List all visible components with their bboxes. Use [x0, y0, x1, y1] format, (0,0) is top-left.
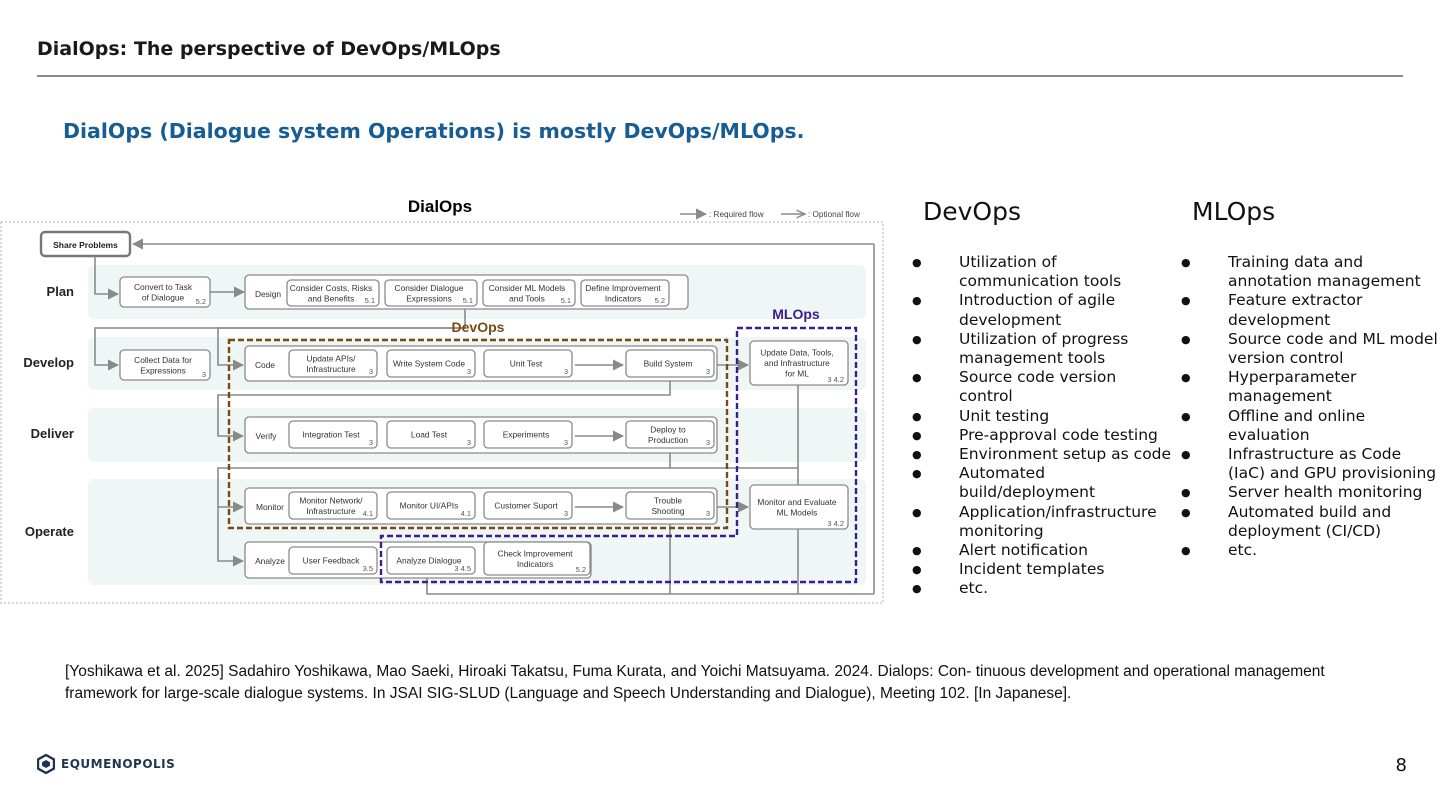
- update-apis-label: Update APIs/: [306, 353, 356, 364]
- analyze-label: Analyze: [255, 556, 285, 566]
- consider-costs-label: and Benefits: [307, 293, 355, 304]
- share-problems-label: Share Problems: [53, 240, 118, 250]
- define-indicators-label: Indicators: [604, 293, 642, 304]
- trouble-shooting-ref: 3: [705, 509, 710, 518]
- legend-optional-label: : Optional flow: [808, 210, 860, 219]
- check-indicators-ref: 5.2: [575, 565, 586, 574]
- reference-citation: [Yoshikawa et al. 2025] Sadahiro Yoshikawa, Mao Saeki, Hiroaki Takatsu, Fuma Kurata, and Yoichi Matsuyama. 2024. Dialops: Con- tinuous development and operational management framework for large-scale dialogue systems. In JSAI SIG-SLUD (Language and Speech Understanding and Dialogue), Meeting 102. [In Japanese].: [65, 663, 1325, 702]
- mlops-bullet-item: ● Hyperparameter management: [1181, 368, 1440, 406]
- update-data-ml-ref: 3 4.2: [827, 375, 844, 384]
- stage-label-operate: Operate: [24, 524, 74, 539]
- devops-bullet-item: ● Application/infrastructure monitoring: [912, 503, 1172, 541]
- integration-test-ref: 3: [368, 438, 373, 447]
- devops-bullet-item: ● Automated build/deployment: [912, 464, 1172, 502]
- slide-title: DialOps: The perspective of DevOps/MLOps: [37, 38, 501, 60]
- mlops-bullet-item: ● Source code and ML model version control: [1181, 330, 1440, 368]
- check-indicators-label: Indicators: [516, 558, 554, 569]
- slide-subtitle: DialOps (Dialogue system Operations) is mostly DevOps/MLOps.: [63, 119, 805, 143]
- consider-costs-ref: 5.1: [364, 296, 375, 305]
- title-divider: [37, 75, 1403, 77]
- load-test-label: Load Test: [410, 429, 448, 440]
- convert-task-label: of Dialogue: [141, 292, 185, 303]
- monitor-ui-label: Monitor UI/APIs: [399, 500, 459, 511]
- integration-test-label: Integration Test: [302, 429, 360, 440]
- write-code-ref: 3: [466, 367, 471, 376]
- monitor-ml-models-label: ML Models: [776, 507, 818, 518]
- legend-required-label: : Required flow: [709, 210, 764, 219]
- consider-dialogue-label: Expressions: [406, 293, 452, 304]
- convert-task-ref: 5.2: [195, 297, 206, 306]
- update-apis-ref: 3: [368, 367, 373, 376]
- monitor-ml-models-label: Monitor and Evaluate: [757, 496, 837, 507]
- devops-bullet-item: ● Environment setup as code: [912, 445, 1172, 464]
- monitor-ui-ref: 4.1: [460, 509, 471, 518]
- equmenopolis-logo-icon: [37, 754, 55, 774]
- update-data-ml-label: for ML: [785, 368, 809, 379]
- monitor-ml-models-ref: 3 4.2: [827, 519, 844, 528]
- trouble-shooting-label: Trouble: [653, 495, 683, 506]
- stage-label-develop: Develop: [23, 355, 74, 370]
- mlops-bullet-item: ● etc.: [1181, 541, 1440, 560]
- define-indicators-ref: 5.2: [654, 296, 665, 305]
- devops-list: [912, 253, 1172, 599]
- devops-bullet-item: ● Alert notification: [912, 541, 1172, 560]
- devops-bullet-item: ● Pre-approval code testing: [912, 426, 1172, 445]
- devops-bullet-item: ● Utilization of communication tools: [912, 253, 1172, 291]
- devops-bullet-item: ● Incident templates: [912, 560, 1172, 579]
- devops-bullet-item: ● Utilization of progress management tools: [912, 330, 1172, 368]
- design-label: Design: [254, 289, 282, 299]
- devops-bullet-item: ● Source code version control: [912, 368, 1172, 406]
- update-apis-label: Infrastructure: [306, 363, 356, 374]
- convert-task-label: Convert to Task: [133, 281, 193, 292]
- collect-data-ref: 3: [201, 370, 206, 379]
- devops-bullet-item: ● Introduction of agile development: [912, 291, 1172, 329]
- mlops-bullet-item: ● Infrastructure as Code (IaC) and GPU provisioning: [1181, 445, 1440, 483]
- consider-ml-label: and Tools: [509, 293, 545, 304]
- check-indicators-label: Check Improvement: [497, 548, 573, 559]
- monitor-network-ref: 4.1: [362, 509, 373, 518]
- devops-bullet-item: ● etc.: [912, 579, 1172, 598]
- company-logo: [37, 754, 175, 774]
- customer-support-label: Customer Suport: [494, 500, 558, 511]
- code-label: Code: [254, 360, 276, 370]
- mlops-title: MLOps: [1192, 197, 1276, 226]
- mlops-bullet-item: ● Training data and annotation management: [1181, 253, 1440, 291]
- page-number: 8: [1395, 755, 1407, 776]
- deploy-production-label: Production: [647, 434, 689, 445]
- monitor-network-label: Infrastructure: [306, 505, 356, 516]
- build-system-label: Build System: [643, 358, 693, 369]
- define-indicators-label: Define Improvement: [585, 282, 661, 293]
- customer-support-ref: 3: [563, 509, 568, 518]
- verify-label: Verify: [255, 431, 277, 441]
- devops-overlay-label: DevOps: [451, 319, 505, 335]
- collect-data-label: Collect Data for: [134, 354, 192, 365]
- update-data-ml-label: Update Data, Tools,: [760, 347, 834, 358]
- deploy-production-label: Deploy to: [650, 424, 686, 435]
- user-feedback-label: User Feedback: [302, 555, 360, 566]
- experiments-label: Experiments: [502, 429, 550, 440]
- collect-data-label: Expressions: [140, 365, 186, 376]
- deploy-production-ref: 3: [705, 438, 710, 447]
- dialops-diagram: [0, 195, 885, 605]
- monitor-network-label: Monitor Network/: [299, 495, 363, 506]
- mlops-overlay-label: MLOps: [772, 306, 820, 322]
- devops-title: DevOps: [923, 197, 1021, 226]
- build-system-ref: 3: [705, 367, 710, 376]
- load-test-ref: 3: [466, 438, 471, 447]
- mlops-bullet-item: ● Offline and online evaluation: [1181, 407, 1440, 445]
- monitor-label: Monitor: [256, 502, 284, 512]
- stage-label-deliver: Deliver: [30, 426, 74, 441]
- mlops-bullet-item: ● Server health monitoring: [1181, 483, 1440, 502]
- mlops-bullet-item: ● Feature extractor development: [1181, 291, 1440, 329]
- diagram-title: DialOps: [407, 197, 473, 216]
- consider-ml-label: Consider ML Models: [488, 282, 566, 293]
- consider-costs-label: Consider Costs, Risks: [289, 282, 373, 293]
- update-data-ml-label: and Infrastructure: [764, 358, 830, 368]
- unit-test-label: Unit Test: [509, 358, 543, 369]
- consider-dialogue-label: Consider Dialogue: [394, 282, 464, 293]
- mlops-list: [1181, 253, 1440, 560]
- logo-wordmark: EQUMENOPOLIS: [61, 757, 176, 771]
- analyze-dialogue-label: Analyze Dialogue: [396, 555, 462, 566]
- analyze-dialogue-ref: 3 4.5: [454, 564, 471, 573]
- unit-test-ref: 3: [563, 367, 568, 376]
- trouble-shooting-label: Shooting: [651, 505, 685, 516]
- consider-ml-ref: 5.1: [560, 296, 571, 305]
- devops-bullet-item: ● Unit testing: [912, 407, 1172, 426]
- user-feedback-ref: 3.5: [362, 564, 373, 573]
- experiments-ref: 3: [563, 438, 568, 447]
- consider-dialogue-ref: 5.1: [462, 296, 473, 305]
- write-code-label: Write System Code: [393, 358, 465, 369]
- mlops-bullet-item: ● Automated build and deployment (CI/CD): [1181, 503, 1440, 541]
- stage-label-plan: Plan: [46, 284, 74, 299]
